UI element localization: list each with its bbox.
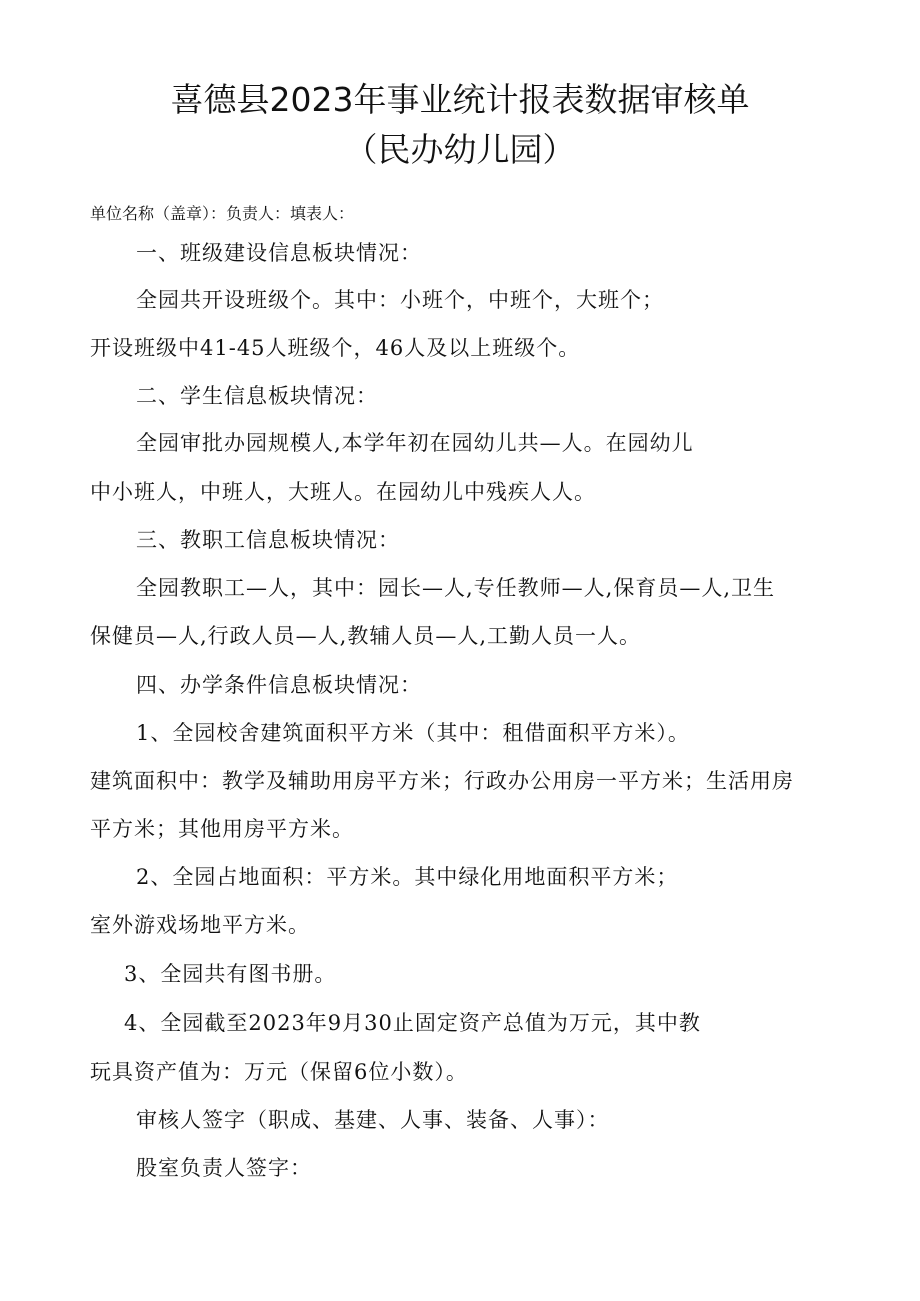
section3-line2: 保健员—人,行政人员—人,教辅人员—人,工勤人员一人。 [90,624,642,648]
document-subtitle: （民办幼儿园） [344,130,576,169]
section1-line1: 全园共开设班级个。其中：小班个，中班个，大班个； [136,288,664,312]
section4-item1-line2: 建筑面积中：教学及辅助用房平方米；行政办公用房一平方米；生活用房 [90,769,794,793]
section4-item2-line2: 室外游戏场地平方米。 [90,913,310,937]
section-head-signature-line: 股室负责人签字： [136,1156,312,1180]
section3-heading: 三、教职工信息板块情况： [136,528,400,552]
section2-line1: 全园审批办园规模人,本学年初在园幼儿共—人。在园幼儿 [136,431,694,455]
section4-item4-line1: 4、全园截至2023年9月30止固定资产总值为万元，其中教 [124,1011,701,1035]
section4-item4-line2: 玩具资产值为：万元（保留6位小数）。 [90,1060,468,1084]
section2-line2: 中小班人，中班人，大班人。在园幼儿中残疾人人。 [90,480,596,504]
section4-item1-line1: 1、全园校舍建筑面积平方米（其中：租借面积平方米）。 [136,721,690,745]
unit-info-line: 单位名称（盖章）：负责人：填表人： [90,204,355,223]
section4-item1-line3: 平方米；其他用房平方米。 [90,817,354,841]
section1-line2: 开设班级中41-45人班级个，46人及以上班级个。 [90,336,581,360]
section1-heading: 一、班级建设信息板块情况： [136,241,422,265]
reviewer-signature-line: 审核人签字（职成、基建、人事、装备、人事）： [136,1108,610,1132]
section4-item2-line1: 2、全园占地面积：平方米。其中绿化用地面积平方米； [136,865,679,889]
document-title: 喜德县2023年事业统计报表数据审核单 [170,80,750,119]
section4-item3-line1: 3、全园共有图书册。 [124,962,337,986]
section2-heading: 二、学生信息板块情况： [136,384,378,408]
section3-line1: 全园教职工—人，其中：园长—人,专任教师—人,保育员—人,卫生 [136,576,776,600]
section4-heading: 四、办学条件信息板块情况： [136,673,422,697]
